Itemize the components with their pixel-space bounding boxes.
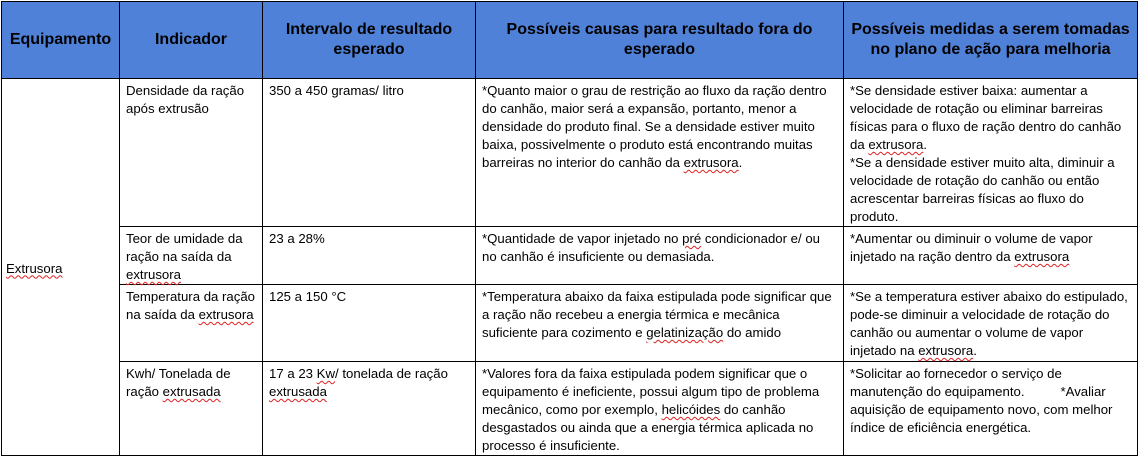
causes-text: *Quantidade de vapor injetado no [482, 231, 683, 246]
causes-text-flagged: helicóides [661, 402, 721, 417]
causes-text: *Temperatura abaixo da faixa estipulada pode significar que a ração não recebeu a energia térmica e mecânica suficiente para cozimento e [482, 289, 832, 340]
causes-text: do amido [723, 325, 782, 340]
range-text-flagged: Kw [316, 366, 335, 381]
indicator-text-flagged: extrusora [198, 307, 254, 322]
header-indicador: Indicador [120, 2, 263, 79]
range-cell: 23 a 28% [263, 227, 476, 285]
causes-text-flagged: gelatinização [646, 325, 724, 340]
header-medidas: Possíveis medidas a serem tomadas no plano de ação para melhoria [844, 2, 1138, 79]
causes-text: *Quanto maior o grau de restrição ao fluxo da ração dentro do canhão, maior será a expansão, portanto, menor a densidade do produto final. Se a densidade estiver muito baixa, possivelmente o produto está encontrando muitas barreiras no interior do canhão da [482, 83, 827, 170]
causes-cell [476, 362, 844, 456]
measures-text-flagged: extrusora [918, 343, 974, 358]
causes-text: . [738, 155, 743, 170]
causes-text-flagged: extrusora [683, 155, 739, 170]
measures-text: . [973, 343, 977, 358]
causes-cell [476, 79, 844, 227]
range-text: / tonelada de ração [335, 366, 448, 381]
header-row [2, 2, 1138, 79]
header-equipamento: Equipamento [2, 2, 120, 79]
action-plan-table [1, 1, 1138, 456]
range-cell: 350 a 450 gramas/ litro [263, 79, 476, 227]
range-cell [263, 362, 476, 456]
causes-text-flagged: pré [682, 231, 702, 246]
causes-cell [476, 285, 844, 362]
causes-cell [476, 227, 844, 285]
header-intervalo: Intervalo de resultado esperado [263, 2, 476, 79]
measures-text-flagged: extrusora [1014, 249, 1070, 264]
measures-cell [844, 285, 1138, 362]
measures-text: *Se densidade estiver baixa: aumentar a velocidade de rotação ou eliminar barreiras físicas para o fluxo de ração dentro do canhão da [850, 83, 1122, 152]
measures-text: *Se a temperatura estiver abaixo do estipulado, pode-se diminuir a velocidade de rotação do canhão ou aumentar o volume de vapor injetado na [850, 289, 1128, 358]
table-row [2, 285, 1138, 362]
indicator-cell: Densidade da ração após extrusão [120, 79, 263, 227]
indicator-cell [120, 227, 263, 285]
range-cell: 125 a 150 °C [263, 285, 476, 362]
equipment-label: Extrusora [6, 260, 63, 276]
measures-text-flagged: extrusora [868, 137, 924, 152]
measures-text: *Se a densidade estiver muito alta, diminuir a velocidade de rotação do canhão ou então acrescentar barreiras físicas ao fluxo do produto. [850, 155, 1115, 224]
measures-cell [844, 362, 1138, 456]
indicator-text: Teor de umidade da ração na saída da [126, 231, 243, 264]
causes-text: condicionador e/ ou no canhão é insuficiente ou demasiada. [482, 231, 821, 264]
indicator-text: Kwh/ Tonelada de ração [126, 366, 231, 399]
measures-cell [844, 227, 1138, 285]
header-causas: Possíveis causas para resultado fora do esperado [476, 2, 844, 79]
causes-text: do canhão desgastados ou ainda que a energia térmica aplicada no processo é insuficiente. [482, 402, 814, 453]
indicator-cell [120, 362, 263, 456]
equipment-cell [2, 79, 120, 456]
table-row [2, 79, 1138, 227]
indicator-text-flagged: extrusada [162, 384, 221, 399]
causes-text: *Valores fora da faixa estipulada podem significar que o equipamento é ineficiente, possui algum tipo de problema mecânico, como por exemplo, [482, 366, 820, 417]
measures-text: *Aumentar ou diminuir o volume de vapor injetado na ração dentro da [850, 231, 1093, 264]
measures-cell [844, 79, 1138, 227]
measures-text: *Solicitar ao fornecedor o serviço de manutenção do equipamento. [850, 366, 1062, 399]
range-text: 17 a 23 [269, 366, 317, 381]
indicator-text-flagged: extrusora [126, 267, 181, 282]
table-row [2, 362, 1138, 456]
range-text-flagged: extrusada [269, 384, 327, 399]
measures-text: *Avaliar aquisição de equipamento novo, com melhor índice de eficiência energética. [850, 384, 1113, 435]
indicator-text: Temperatura da ração na saída da [126, 289, 256, 322]
measures-text: . [923, 137, 927, 152]
table-row [2, 227, 1138, 285]
indicator-cell [120, 285, 263, 362]
